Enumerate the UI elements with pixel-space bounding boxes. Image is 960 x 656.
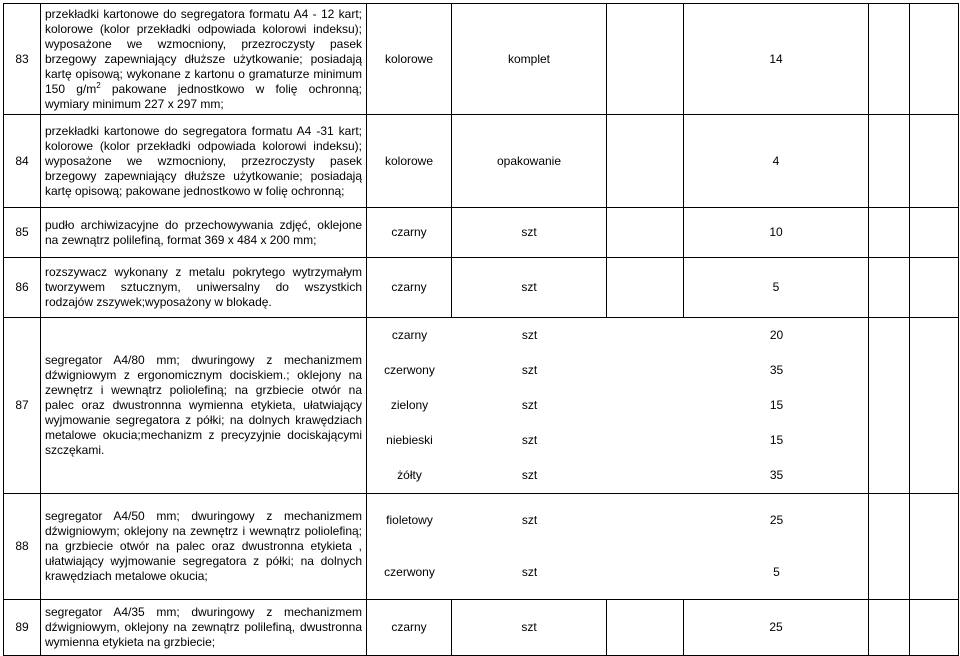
empty-cell xyxy=(607,115,684,208)
variant-row xyxy=(367,388,869,423)
empty-cell xyxy=(869,4,910,115)
table-row xyxy=(4,208,959,258)
variant-row xyxy=(367,318,869,353)
empty-cell xyxy=(910,494,959,600)
item-color: czarny xyxy=(367,600,452,656)
item-quantity: 5 xyxy=(773,565,780,580)
empty-cell xyxy=(869,494,910,600)
item-color: czarny xyxy=(367,208,452,258)
empty-cell xyxy=(607,600,684,656)
empty-cell xyxy=(910,318,959,494)
table-row xyxy=(4,258,959,318)
item-color: kolorowe xyxy=(367,115,452,208)
empty-cell xyxy=(607,458,684,493)
variant-row xyxy=(367,494,869,547)
product-table xyxy=(3,3,959,656)
item-description xyxy=(41,4,367,115)
item-unit: szt xyxy=(521,433,538,447)
item-color: niebieski xyxy=(386,433,433,447)
item-unit: szt xyxy=(452,600,607,656)
variant-row xyxy=(367,458,869,493)
empty-cell xyxy=(910,115,959,208)
empty-cell xyxy=(607,547,684,600)
variant-row xyxy=(367,547,869,600)
variant-group xyxy=(367,494,869,600)
item-quantity: 20 xyxy=(769,328,784,342)
description-tail: pakowane jednostkowo w folię ochronną; wymiary minimum 227 x 297 mm; xyxy=(45,81,363,111)
row-number: 86 xyxy=(4,258,41,318)
empty-cell xyxy=(910,600,959,656)
empty-cell xyxy=(607,423,684,458)
table-row xyxy=(4,318,959,494)
item-color: czarny xyxy=(391,328,428,342)
empty-cell xyxy=(869,115,910,208)
row-number: 89 xyxy=(4,600,41,656)
item-unit: szt xyxy=(521,328,538,342)
item-quantity: 25 xyxy=(684,600,869,656)
item-unit: opakowanie xyxy=(452,115,607,208)
item-quantity: 4 xyxy=(684,115,869,208)
item-description: pudło archiwizacyjne do przechowywania zdjęć, oklejone na zewnątrz polilefiną, format 369 x 484 x 200 mm; xyxy=(41,208,367,258)
item-quantity: 35 xyxy=(769,363,784,377)
item-unit: szt xyxy=(521,398,538,412)
empty-cell xyxy=(607,353,684,388)
item-color: zielony xyxy=(390,398,429,412)
row-number: 84 xyxy=(4,115,41,208)
item-description: rozszywacz wykonany z metalu pokrytego wytrzymałym tworzywem sztucznym, uniwersalny do wszystkich rodzajów zszywek;wyposażony w blokadę. xyxy=(41,258,367,318)
empty-cell xyxy=(910,258,959,318)
item-unit: szt xyxy=(452,208,607,258)
empty-cell xyxy=(607,4,684,115)
table-row xyxy=(4,115,959,208)
empty-cell xyxy=(607,208,684,258)
variant-list xyxy=(367,318,869,493)
item-quantity: 15 xyxy=(769,433,784,447)
row-number: 85 xyxy=(4,208,41,258)
item-description: segregator A4/80 mm; dwuringowy z mechanizmem dźwigniowym z ergonomicznym dociskiem.; oklejony na zewnętrz i wewnątrz poliolefiną; na grzbiecie otwór na palec oraz dwustronnna wymienna etykieta, ułatwiający wyjmowanie segregatora z półki; na dolnych krawędziach metalowe okucia;mechanizm z precyzyjnie dociskającymi szczękami. xyxy=(41,318,367,494)
empty-cell xyxy=(869,318,910,494)
table-row xyxy=(4,600,959,656)
empty-cell xyxy=(607,258,684,318)
empty-cell xyxy=(910,208,959,258)
item-color: czerwony xyxy=(384,565,435,580)
item-quantity: 25 xyxy=(769,512,784,527)
description-text: przekładki kartonowe do segregatora formatu A4 - 12 kart; kolorowe (kolor przekładki odpowiada kolorowi indeksu); wyposażone we wzmocniony, przezroczysty pasek brzegowy zapewniający dłuższe użytkowanie; posiadają kartę opisową; wykonane z kartonu o gramaturze minimum 150 g/m xyxy=(45,6,362,96)
item-color: żółty xyxy=(397,468,422,482)
item-quantity: 5 xyxy=(684,258,869,318)
variant-list xyxy=(367,494,869,599)
empty-cell xyxy=(607,388,684,423)
item-color: czerwony xyxy=(384,363,435,377)
variant-row xyxy=(367,353,869,388)
item-unit: szt xyxy=(521,363,538,377)
item-quantity: 14 xyxy=(684,4,869,115)
table-row xyxy=(4,4,959,115)
empty-cell xyxy=(607,494,684,547)
empty-cell xyxy=(869,600,910,656)
item-unit: szt xyxy=(521,512,538,527)
item-color: czarny xyxy=(367,258,452,318)
item-quantity: 10 xyxy=(684,208,869,258)
item-unit: komplet xyxy=(452,4,607,115)
row-number: 83 xyxy=(4,4,41,115)
empty-cell xyxy=(910,4,959,115)
variant-group xyxy=(367,318,869,494)
item-quantity: 15 xyxy=(769,398,784,412)
variant-row xyxy=(367,423,869,458)
item-description: przekładki kartonowe do segregatora formatu A4 -31 kart; kolorowe (kolor przekładki odpowiada kolorowi indeksu); wyposażone we wzmocniony, przezroczysty pasek brzegowy zapewniający dłuższe użytkowanie; posiadają kartę opisową; pakowane jednostkowo w folię ochronną; xyxy=(41,115,367,208)
item-unit: szt xyxy=(521,468,538,482)
row-number: 88 xyxy=(4,494,41,600)
item-description: segregator A4/35 mm; dwuringowy z mechanizmem dźwigniowym, oklejony na zewnątrz polilefiną, dwustronna wymienna etykieta na grzbiecie; xyxy=(41,600,367,656)
item-unit: szt xyxy=(521,565,538,580)
item-color: fioletowy xyxy=(386,512,433,527)
empty-cell xyxy=(869,258,910,318)
item-quantity: 35 xyxy=(769,468,784,482)
item-unit: szt xyxy=(452,258,607,318)
row-number: 87 xyxy=(4,318,41,494)
empty-cell xyxy=(869,208,910,258)
empty-cell xyxy=(607,318,684,353)
item-color: kolorowe xyxy=(367,4,452,115)
superscript: 2 xyxy=(96,80,101,90)
item-description: segregator A4/50 mm; dwuringowy z mechanizmem dźwigniowym; oklejony na zewnętrz i wewnątrz poliolefiną; na grzbiecie otwór na palec oraz dwustronna etykieta , ułatwiający wyjmowanie segregatora z półki; na dolnych krawędziach metalowe okucia; xyxy=(41,494,367,600)
table-row xyxy=(4,494,959,600)
